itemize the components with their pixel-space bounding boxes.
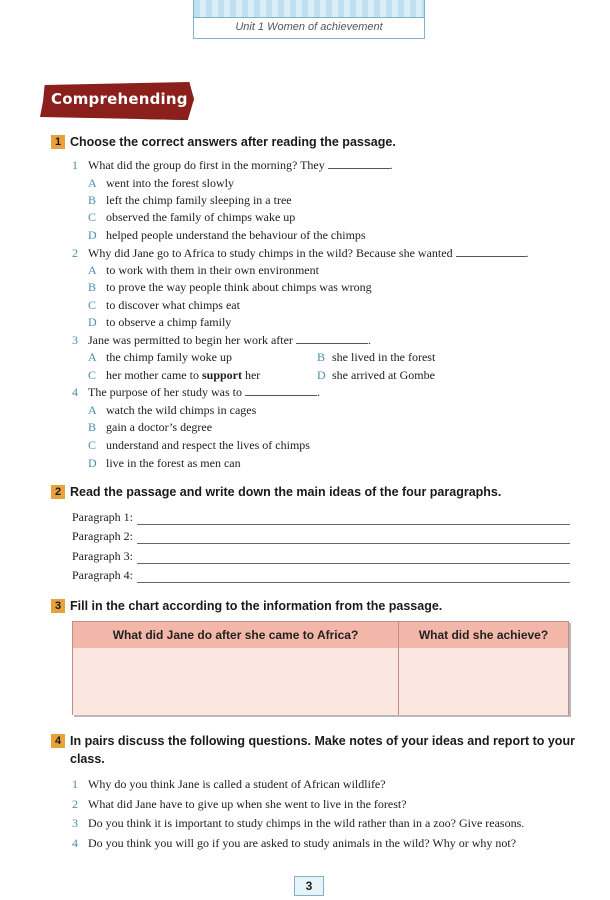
question (72, 245, 529, 261)
option-letter: D (88, 315, 97, 329)
question-number: 3 (72, 333, 78, 347)
discussion-question (72, 835, 516, 851)
question-number: 1 (72, 777, 78, 791)
chart-header-row (73, 622, 568, 648)
question (72, 332, 371, 348)
option[interactable] (88, 297, 240, 313)
option[interactable] (88, 455, 241, 471)
paragraph-label: Paragraph 4: (72, 568, 133, 582)
option[interactable] (88, 314, 231, 330)
paragraph-label: Paragraph 3: (72, 549, 133, 563)
option-letter: D (88, 456, 97, 470)
option-letter: B (88, 280, 97, 294)
option[interactable] (317, 349, 435, 365)
unit-title: Unit 1 Women of achievement (235, 21, 383, 33)
section-3-heading (51, 597, 576, 615)
question-text: What did Jane have to give up when she went to live in the forest? (88, 797, 407, 811)
question-number: 4 (72, 836, 78, 850)
option[interactable] (88, 349, 232, 365)
option[interactable] (317, 367, 435, 383)
discussion-question (72, 815, 524, 831)
writing-rule (137, 572, 570, 583)
question (72, 157, 393, 173)
chart-body-row (73, 648, 568, 715)
option-text: left the chimp family sleeping in a tree (106, 193, 292, 207)
section-heading-text: Read the passage and write down the main ideas of the four paragraphs. (70, 485, 502, 499)
section-heading-text: Fill in the chart according to the information from the passage. (70, 599, 443, 613)
option-keyword: support (201, 368, 242, 382)
section-heading-text: Choose the correct answers after reading the passage. (70, 135, 396, 149)
option[interactable] (88, 227, 366, 243)
option-text-after: her (241, 368, 261, 382)
option-letter: B (88, 420, 97, 434)
section-1-heading (51, 133, 576, 151)
question-number: 1 (72, 158, 78, 172)
option-text: to discover what chimps eat (106, 298, 240, 312)
section-number-badge: 1 (51, 135, 65, 149)
chart-header-col1: What did Jane do after she came to Africa? (73, 622, 399, 648)
option-letter: C (88, 438, 97, 452)
option-text: to work with them in their own environment (106, 263, 319, 277)
option-letter: A (88, 350, 97, 364)
option[interactable] (88, 402, 256, 418)
question (72, 384, 320, 400)
question-end: . (367, 333, 371, 347)
option-letter: D (88, 228, 97, 242)
page-number: 3 (294, 876, 324, 896)
question-text: Why did Jane go to Africa to study chimps in the wild? Because she wanted (88, 246, 453, 260)
question-text: Jane was permitted to begin her work after (88, 333, 293, 347)
question-end: . (389, 158, 393, 172)
unit-header (193, 0, 425, 39)
chart-header-col2: What did she achieve? (418, 628, 549, 642)
answer-blank[interactable] (456, 246, 526, 257)
section-number-badge: 2 (51, 485, 65, 499)
section-2-heading (51, 483, 576, 501)
option-text: observed the family of chimps wake up (106, 210, 296, 224)
option-text: she arrived at Gombe (332, 368, 435, 382)
answer-blank[interactable] (245, 385, 317, 396)
section-heading-text: In pairs discuss the following questions. Make notes of your ideas and report to your class. (70, 734, 575, 766)
option[interactable] (88, 437, 310, 453)
option[interactable] (88, 419, 212, 435)
option[interactable] (88, 175, 234, 191)
option-text: to prove the way people think about chimps was wrong (106, 280, 372, 294)
header-decoration (194, 0, 424, 18)
paragraph-line[interactable] (72, 567, 570, 583)
writing-rule (137, 553, 570, 564)
question-number: 2 (72, 797, 78, 811)
paragraph-line[interactable] (72, 509, 570, 525)
option-text: live in the forest as men can (106, 456, 241, 470)
option-text: understand and respect the lives of chimps (106, 438, 310, 452)
option-text: helped people understand the behaviour of the chimps (106, 228, 366, 242)
option[interactable] (88, 367, 260, 383)
section-4-heading (51, 732, 576, 768)
question-text: Why do you think Jane is called a student of African wildlife? (88, 777, 386, 791)
option-letter: C (88, 210, 97, 224)
chart-cell-achievements[interactable] (399, 648, 568, 715)
question-end: . (525, 246, 529, 260)
option-text: she lived in the forest (332, 350, 436, 364)
paragraph-line[interactable] (72, 528, 570, 544)
chart-cell-actions[interactable] (73, 648, 399, 715)
paragraph-label: Paragraph 2: (72, 529, 133, 543)
option-letter: C (88, 298, 97, 312)
paragraph-label: Paragraph 1: (72, 510, 133, 524)
question-text: The purpose of her study was to (88, 385, 242, 399)
option[interactable] (88, 209, 295, 225)
writing-rule (137, 514, 570, 525)
option[interactable] (88, 279, 372, 295)
question-end: . (316, 385, 320, 399)
option-letter: C (88, 368, 97, 382)
option-letter: A (88, 403, 97, 417)
option-letter: B (88, 193, 97, 207)
option-text: her mother came to (106, 368, 202, 382)
option-letter: A (88, 176, 97, 190)
answer-blank[interactable] (296, 333, 368, 344)
option[interactable] (88, 262, 319, 278)
question-number: 4 (72, 385, 78, 399)
option[interactable] (88, 192, 292, 208)
question-text: What did the group do first in the morning? They (88, 158, 325, 172)
option-letter: A (88, 263, 97, 277)
option-letter: D (317, 368, 326, 382)
question-number: 3 (72, 816, 78, 830)
discussion-question (72, 776, 386, 792)
option-text: went into the forest slowly (106, 176, 234, 190)
section-number-badge: 3 (51, 599, 65, 613)
question-number: 2 (72, 246, 78, 260)
fill-in-chart (72, 621, 569, 715)
option-text: watch the wild chimps in cages (106, 403, 257, 417)
option-letter: B (317, 350, 326, 364)
option-text: gain a doctor’s degree (106, 420, 213, 434)
writing-rule (137, 533, 570, 544)
question-text: Do you think it is important to study chimps in the wild rather than in a zoo? Give reasons. (88, 816, 525, 830)
section-number-badge: 4 (51, 734, 65, 748)
option-text: the chimp family woke up (106, 350, 232, 364)
banner-title: Comprehending (51, 90, 188, 108)
question-text: Do you think you will go if you are asked to study animals in the wild? Why or why not? (88, 836, 517, 850)
paragraph-line[interactable] (72, 548, 570, 564)
discussion-question (72, 796, 407, 812)
answer-blank[interactable] (328, 158, 390, 169)
option-text: to observe a chimp family (106, 315, 232, 329)
